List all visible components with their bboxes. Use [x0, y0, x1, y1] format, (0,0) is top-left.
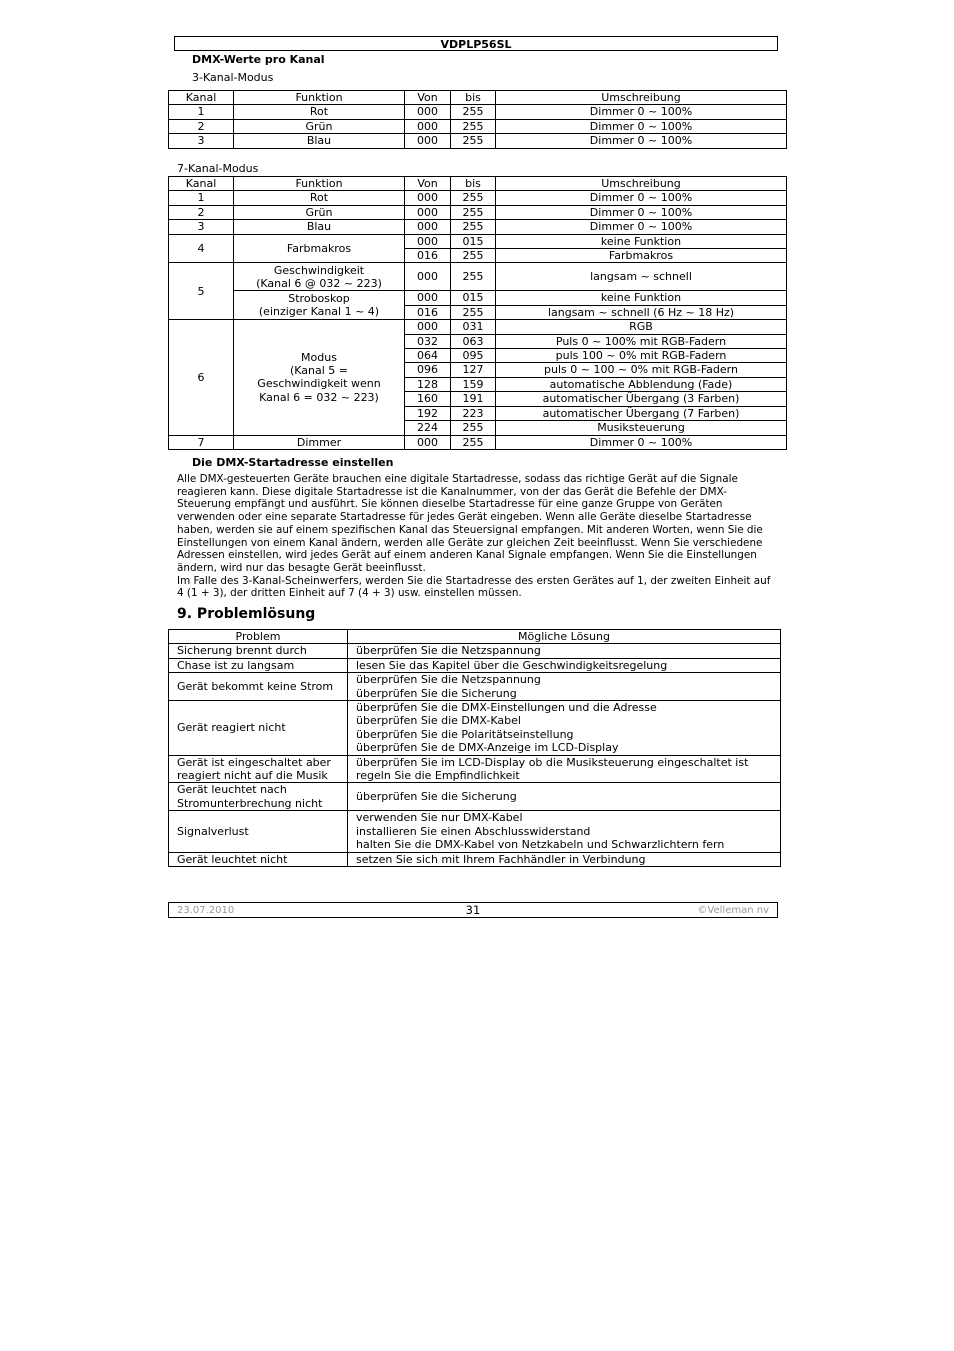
solution-line: überprüfen Sie die Polaritätseinstellung: [356, 727, 574, 741]
table-row: [169, 205, 787, 219]
cell-bis: 223: [451, 406, 496, 420]
cell-desc: Dimmer 0 ~ 100%: [496, 220, 787, 234]
footer-date: 23.07.2010: [177, 905, 235, 916]
cell-von: 192: [405, 406, 451, 420]
solution-line: installieren Sie einen Abschlusswiderstand: [356, 824, 591, 838]
cell-kanal: 2: [169, 205, 234, 219]
cell-kanal: 3: [169, 220, 234, 234]
table-row: [169, 435, 787, 449]
footer-copyright: ©Velleman nv: [697, 905, 769, 916]
table-row: [169, 658, 781, 672]
cell-desc: automatischer Übergang (7 Farben): [496, 406, 787, 420]
cell-von: 128: [405, 377, 451, 391]
cell-von: 000: [405, 435, 451, 449]
problem-line: Chase ist zu langsam: [177, 658, 295, 672]
table-row: [169, 191, 787, 205]
cell-bis: 255: [451, 421, 496, 435]
cell-problem: [169, 783, 348, 811]
table-row: [169, 234, 787, 248]
startaddress-text: [177, 473, 773, 600]
table-row: [169, 673, 781, 701]
table-row: [169, 755, 781, 783]
problem-line: Gerät bekommt keine Strom: [177, 679, 334, 693]
cell-kanal: 2: [169, 119, 234, 133]
mode3-title: 3-Kanal-Modus: [192, 71, 274, 84]
funktion-line: Modus: [301, 350, 337, 364]
col-problem: Problem: [169, 630, 348, 644]
cell-funktion: Rot: [234, 191, 405, 205]
cell-funktion: Grün: [234, 119, 405, 133]
cell-kanal: 1: [169, 191, 234, 205]
footer-page-number: 31: [465, 903, 481, 917]
problem-line: Stromunterbrechung nicht: [177, 796, 323, 810]
cell-bis: 015: [451, 291, 496, 305]
cell-von: 000: [405, 134, 451, 148]
cell-solution: [348, 852, 781, 866]
cell-problem: [169, 673, 348, 701]
funktion-line: Stroboskop: [288, 291, 350, 305]
problem-line: Gerät leuchtet nicht: [177, 852, 288, 866]
cell-desc: keine Funktion: [496, 291, 787, 305]
cell-desc: Farbmakros: [496, 249, 787, 263]
cell-bis: 191: [451, 392, 496, 406]
funktion-line: (Kanal 6 @ 032 ~ 223): [256, 276, 382, 290]
cell-solution: [348, 673, 781, 701]
table-row: [169, 105, 787, 119]
cell-problem: [169, 658, 348, 672]
cell-problem: [169, 755, 348, 783]
cell-von: 064: [405, 349, 451, 363]
funktion-line: (Kanal 5 =: [289, 363, 349, 377]
cell-bis: 255: [451, 134, 496, 148]
cell-solution: [348, 701, 781, 756]
table-row: [169, 220, 787, 234]
cell-von: 224: [405, 421, 451, 435]
solution-line: halten Sie die DMX-Kabel von Netzkabeln und Schwarzlichtern fern: [356, 838, 725, 852]
cell-solution: [348, 644, 781, 658]
cell-desc: puls 0 ~ 100 ~ 0% mit RGB-Fadern: [496, 363, 787, 377]
cell-bis: 127: [451, 363, 496, 377]
table-row: [169, 811, 781, 852]
cell-von: 000: [405, 220, 451, 234]
table-header-row: [169, 630, 781, 644]
cell-solution: [348, 755, 781, 783]
col-von: Von: [405, 91, 451, 105]
cell-bis: 015: [451, 234, 496, 248]
cell-bis: 255: [451, 249, 496, 263]
solution-line: überprüfen Sie im LCD-Display ob die Musiksteuerung eingeschaltet ist: [356, 755, 749, 769]
cell-desc: Dimmer 0 ~ 100%: [496, 205, 787, 219]
table-header-row: [169, 177, 787, 191]
cell-desc: keine Funktion: [496, 234, 787, 248]
cell-desc: Dimmer 0 ~ 100%: [496, 134, 787, 148]
cell-von: 032: [405, 334, 451, 348]
table-row: [169, 263, 787, 291]
startaddress-title: Die DMX-Startadresse einstellen: [192, 456, 394, 469]
cell-von: 160: [405, 392, 451, 406]
col-kanal: Kanal: [169, 177, 234, 191]
cell-kanal: 4: [169, 234, 234, 263]
table-row: [169, 852, 781, 866]
cell-desc: Puls 0 ~ 100% mit RGB-Fadern: [496, 334, 787, 348]
cell-bis: 255: [451, 435, 496, 449]
cell-funktion: Rot: [234, 105, 405, 119]
cell-von: 000: [405, 263, 451, 291]
table-row: [169, 291, 787, 305]
cell-von: 000: [405, 105, 451, 119]
cell-von: 016: [405, 249, 451, 263]
cell-solution: [348, 811, 781, 852]
cell-desc: langsam ~ schnell: [496, 263, 787, 291]
cell-funktion: Dimmer: [234, 435, 405, 449]
col-umschreibung: Umschreibung: [496, 91, 787, 105]
problem-line: Gerät ist eingeschaltet aber: [177, 755, 331, 769]
cell-bis: 255: [451, 220, 496, 234]
cell-desc: Dimmer 0 ~ 100%: [496, 119, 787, 133]
solution-line: überprüfen Sie die Sicherung: [356, 686, 517, 700]
cell-kanal: 1: [169, 105, 234, 119]
cell-von: 000: [405, 320, 451, 334]
solution-line: überprüfen Sie die DMX-Einstellungen und die Adresse: [356, 701, 657, 715]
cell-funktion: Grün: [234, 205, 405, 219]
table-row: [169, 320, 787, 334]
cell-von: 000: [405, 291, 451, 305]
cell-bis: 255: [451, 191, 496, 205]
cell-bis: 255: [451, 305, 496, 319]
solution-line: regeln Sie die Empfindlichkeit: [356, 769, 520, 783]
col-bis: bis: [451, 177, 496, 191]
cell-bis: 255: [451, 119, 496, 133]
cell-desc: automatische Abblendung (Fade): [496, 377, 787, 391]
cell-von: 000: [405, 234, 451, 248]
troubleshooting-rows: [169, 644, 781, 867]
cell-funktion: Blau: [234, 220, 405, 234]
problem-line: reagiert nicht auf die Musik: [177, 769, 328, 783]
cell-funktion: [234, 291, 405, 320]
mode3-table: [168, 90, 787, 149]
col-funktion: Funktion: [234, 177, 405, 191]
cell-desc: langsam ~ schnell (6 Hz ~ 18 Hz): [496, 305, 787, 319]
page-header-model: VDPLP56SL: [174, 36, 778, 51]
cell-kanal: 6: [169, 320, 234, 435]
solution-line: verwenden Sie nur DMX-Kabel: [356, 811, 523, 825]
troubleshooting-table: [168, 629, 781, 867]
problem-line: Gerät leuchtet nach: [177, 783, 287, 797]
cell-bis: 063: [451, 334, 496, 348]
cell-problem: [169, 644, 348, 658]
solution-line: überprüfen Sie de DMX-Anzeige im LCD-Display: [356, 741, 619, 755]
cell-funktion: Farbmakros: [234, 234, 405, 263]
cell-desc: automatischer Übergang (3 Farben): [496, 392, 787, 406]
cell-bis: 031: [451, 320, 496, 334]
cell-von: 000: [405, 119, 451, 133]
problem-line: Sicherung brennt durch: [177, 644, 307, 658]
cell-bis: 095: [451, 349, 496, 363]
cell-von: 000: [405, 191, 451, 205]
col-bis: bis: [451, 91, 496, 105]
solution-line: lesen Sie das Kapitel über die Geschwindigkeitsregelung: [356, 658, 668, 672]
table-row: [169, 644, 781, 658]
solution-line: überprüfen Sie die DMX-Kabel: [356, 714, 521, 728]
cell-funktion: Blau: [234, 134, 405, 148]
cell-problem: [169, 701, 348, 756]
table-row: [169, 134, 787, 148]
cell-von: 096: [405, 363, 451, 377]
cell-bis: 255: [451, 263, 496, 291]
cell-kanal: 7: [169, 435, 234, 449]
table-row: [169, 783, 781, 811]
funktion-line: Kanal 6 = 032 ~ 223): [259, 390, 379, 404]
cell-von: 000: [405, 205, 451, 219]
cell-solution: [348, 783, 781, 811]
solution-line: überprüfen Sie die Netzspannung: [356, 673, 541, 687]
cell-desc: Dimmer 0 ~ 100%: [496, 435, 787, 449]
table-header-row: [169, 91, 787, 105]
cell-von: 016: [405, 305, 451, 319]
page-footer: [168, 902, 778, 918]
cell-desc: Dimmer 0 ~ 100%: [496, 105, 787, 119]
cell-funktion: [234, 320, 405, 435]
dmx-values-title: DMX-Werte pro Kanal: [192, 53, 325, 66]
table-row: [169, 701, 781, 756]
section-title-troubleshooting: 9. Problemlösung: [177, 606, 316, 622]
col-funktion: Funktion: [234, 91, 405, 105]
cell-funktion: [234, 263, 405, 291]
col-kanal: Kanal: [169, 91, 234, 105]
cell-bis: 255: [451, 105, 496, 119]
cell-solution: [348, 658, 781, 672]
solution-line: überprüfen Sie die Sicherung: [356, 790, 517, 804]
col-von: Von: [405, 177, 451, 191]
problem-line: Signalverlust: [177, 824, 249, 838]
mode7-table: [168, 176, 787, 450]
table-row: [169, 119, 787, 133]
mode7-title: 7-Kanal-Modus: [177, 162, 259, 175]
funktion-line: Geschwindigkeit: [273, 263, 365, 277]
cell-desc: RGB: [496, 320, 787, 334]
cell-kanal: 5: [169, 263, 234, 320]
cell-problem: [169, 852, 348, 866]
paragraph: Im Falle des 3-Kanal-Scheinwerfers, werden Sie die Startadresse des ersten Gerätes auf 1, der zweiten Einheit auf 4 (1 + 3), der dritten Einheit auf 7 (4 + 3) usw. einstellen müssen.: [177, 574, 771, 600]
solution-line: überprüfen Sie die Netzspannung: [356, 644, 541, 658]
cell-desc: Musiksteuerung: [496, 421, 787, 435]
cell-problem: [169, 811, 348, 852]
col-umschreibung: Umschreibung: [496, 177, 787, 191]
cell-desc: Dimmer 0 ~ 100%: [496, 191, 787, 205]
funktion-line: (einziger Kanal 1 ~ 4): [258, 305, 380, 319]
problem-line: Gerät reagiert nicht: [177, 721, 286, 735]
solution-line: setzen Sie sich mit Ihrem Fachhändler in Verbindung: [356, 852, 646, 866]
paragraph: Alle DMX-gesteuerten Geräte brauchen eine digitale Startadresse, sodass das richtige Gerät auf die Signale reagieren kann. Diese digitale Startadresse ist die Kanalnummer, von der das Gerät die Befehle der DMX-Steuerung empfängt und ausführt. Sie können dieselbe Startadresse für eine ganze Gruppe von Geräten verwenden oder eine separate Startadresse für jedes Gerät eingeben. Wenn alle Geräte dieselbe Startadresse haben, werden sie auf einem spezifischen Kanal das Steuersignal empfangen. Mit anderen Worten, wenn Sie die Einstellungen von einem Kanal ändern, werden alle Geräte zur gleichen Zeit beeinflusst. Wenn Sie verschiedene Adressen einstellen, wird jedes Gerät auf einem anderen Kanal Signale empfangen. Wenn Sie die Einstellungen ändern, wird nur das besagte Gerät beeinflusst.: [177, 473, 763, 574]
cell-bis: 255: [451, 205, 496, 219]
col-solution: Mögliche Lösung: [348, 630, 781, 644]
funktion-line: Geschwindigkeit wenn: [257, 377, 381, 391]
cell-bis: 159: [451, 377, 496, 391]
cell-kanal: 3: [169, 134, 234, 148]
cell-desc: puls 100 ~ 0% mit RGB-Fadern: [496, 349, 787, 363]
